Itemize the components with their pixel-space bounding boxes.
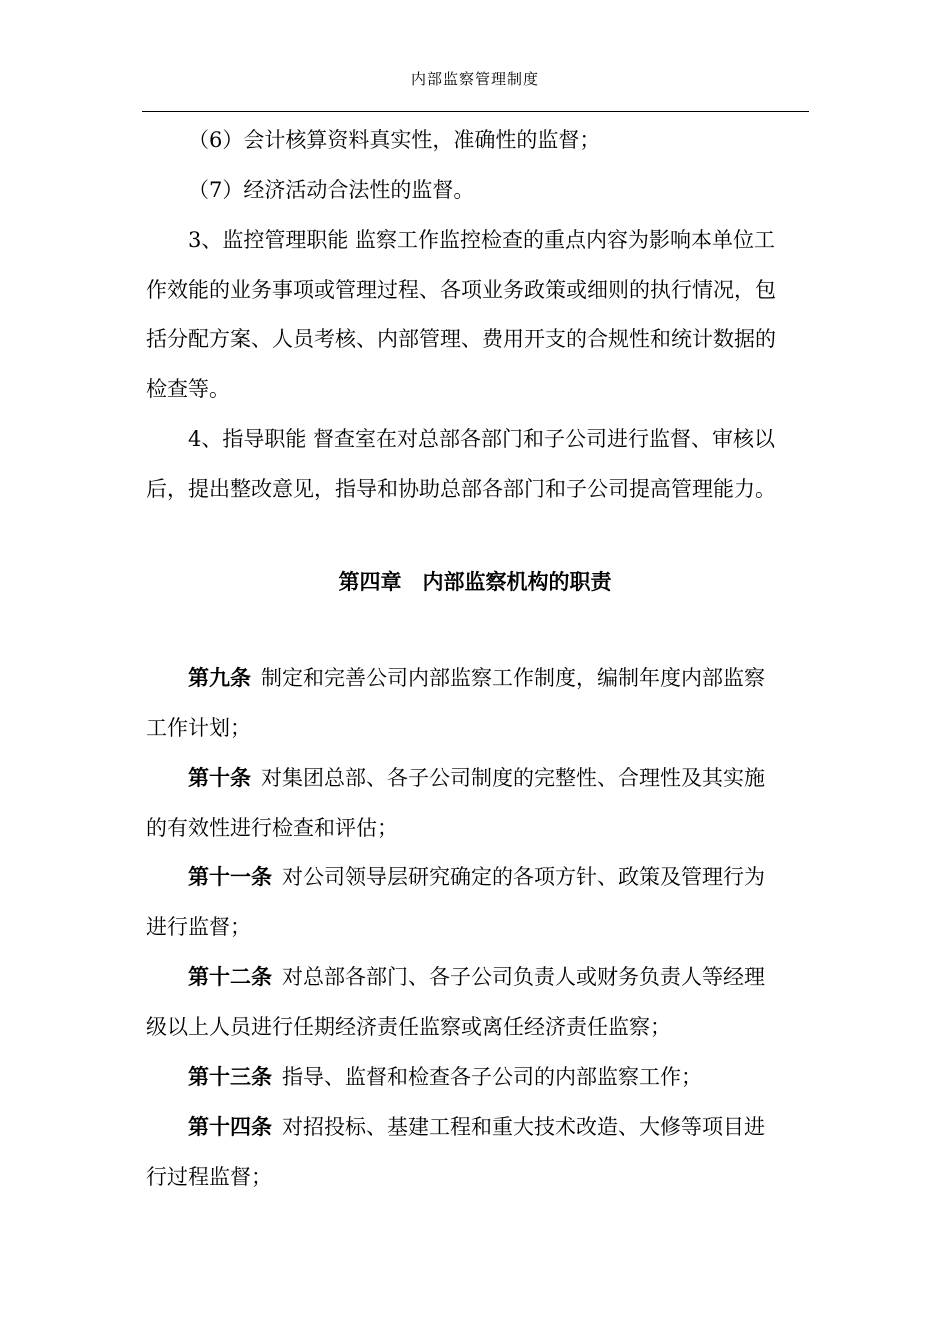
article-label: 第十三条	[188, 1065, 272, 1089]
article-text: 对总部各部门、各子公司负责人或财务负责人等经理	[282, 965, 765, 989]
body-line: 括分配方案、人员考核、内部管理、费用开支的合规性和统计数据的	[146, 327, 776, 351]
article-text: 制定和完善公司内部监察工作制度，编制年度内部监察	[261, 666, 765, 690]
article-continuation: 的有效性进行检查和评估；	[146, 816, 398, 840]
body-line: 检查等。	[146, 377, 230, 401]
article-text: 指导、监督和检查各子公司的内部监察工作；	[282, 1065, 702, 1089]
article-continuation: 进行监督；	[146, 915, 251, 939]
article-14	[188, 1111, 765, 1141]
article-11	[188, 861, 765, 891]
article-label: 第十条	[188, 766, 251, 790]
article-label: 第十四条	[188, 1115, 272, 1139]
body-line: （6）会计核算资料真实性，准确性的监督；	[188, 128, 601, 152]
body-line: 作效能的业务事项或管理过程、各项业务政策或细则的执行情况，包	[146, 278, 776, 302]
article-continuation: 行过程监督；	[146, 1165, 272, 1189]
article-10	[188, 762, 765, 792]
body-line: 4、指导职能 督查室在对总部各部门和子公司进行监督、审核以	[188, 427, 776, 451]
article-text: 对招投标、基建工程和重大技术改造、大修等项目进	[282, 1115, 765, 1139]
article-label: 第十一条	[188, 865, 272, 889]
body-line: （7）经济活动合法性的监督。	[188, 178, 475, 202]
body-line: 后，提出整改意见，指导和协助总部各部门和子公司提高管理能力。	[146, 477, 776, 501]
article-continuation: 工作计划；	[146, 716, 251, 740]
article-13	[188, 1061, 702, 1091]
article-label: 第九条	[188, 666, 251, 690]
chapter-title: 第四章 内部监察机构的职责	[338, 570, 612, 594]
article-continuation: 级以上人员进行任期经济责任监察或离任经济责任监察；	[146, 1015, 671, 1039]
header-divider	[142, 111, 809, 112]
article-9	[188, 662, 765, 692]
article-12	[188, 961, 765, 991]
article-text: 对公司领导层研究确定的各项方针、政策及管理行为	[282, 865, 765, 889]
page-header-title: 内部监察管理制度	[410, 70, 539, 88]
article-label: 第十二条	[188, 965, 272, 989]
article-text: 对集团总部、各子公司制度的完整性、合理性及其实施	[261, 766, 765, 790]
body-line: 3、监控管理职能 监察工作监控检查的重点内容为影响本单位工	[188, 228, 776, 252]
